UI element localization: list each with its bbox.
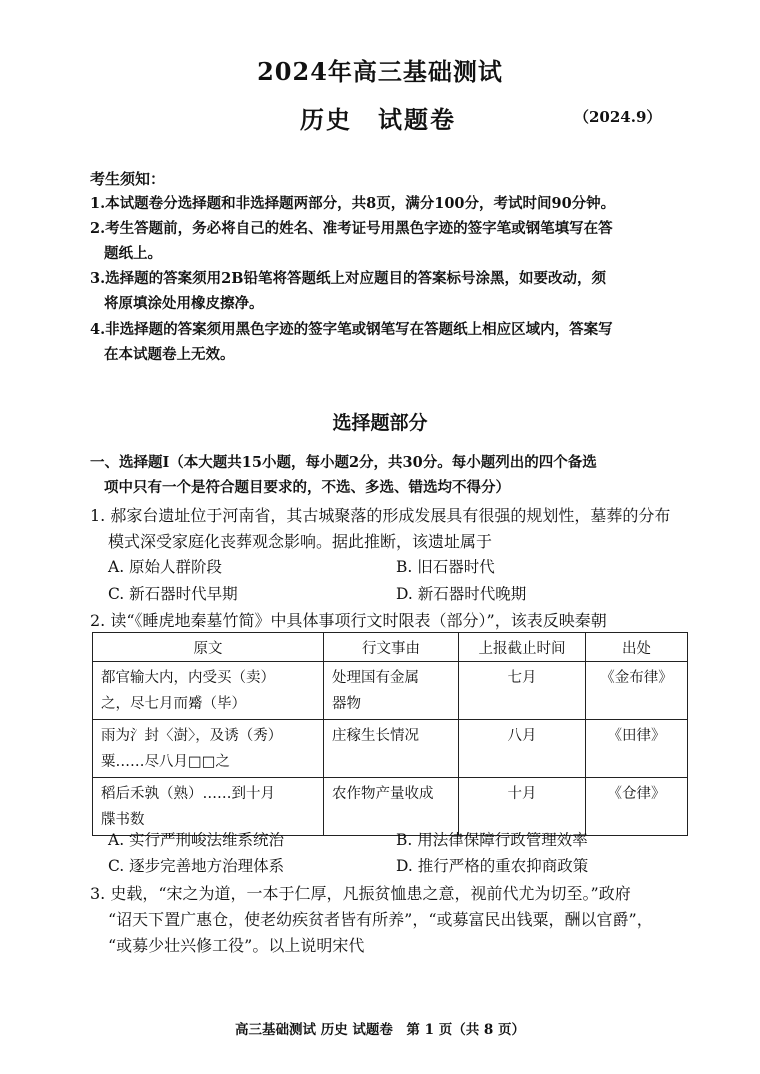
table-cell-text <box>93 778 324 836</box>
cell-line: 器物 <box>332 696 361 712</box>
cell-line: 雨为氵封〈澍〉，及诱（秀） <box>101 727 283 744</box>
table-cell-source: 《仓律》 <box>586 778 688 836</box>
cell-line: 庄稼生长情况 <box>332 728 419 744</box>
table-header: 上报截止时间 <box>459 633 586 662</box>
question-1-stem: 1. 郝家台遗址位于河南省，其古城聚落的形成发展具有很强的规划性，墓葬的分布 <box>90 506 671 525</box>
notice-line: 3.选择题的答案须用2B铅笔将答题纸上对应题目的答案标号涂黑，如要改动，须 <box>90 270 606 287</box>
notice-line: 4.非选择题的答案须用黑色字迹的签字笔或钢笔写在答题纸上相应区域内，答案写 <box>90 321 613 338</box>
q1-option-c: C. 新石器时代早期 <box>108 585 238 603</box>
table-header: 行文事由 <box>324 633 459 662</box>
exam-title: 2024年高三基础测试 <box>257 57 503 86</box>
table-cell-source: 《金布律》 <box>586 662 688 720</box>
cell-line: 稻后禾孰（熟）……到十月 <box>101 785 275 802</box>
cell-line: 之，尽七月而觱（毕） <box>101 695 246 712</box>
table-cell-reason <box>324 778 459 836</box>
q2-option-c: C. 逐步完善地方治理体系 <box>108 857 285 875</box>
exam-date: （2024.9） <box>574 108 662 126</box>
part-heading: 一、选择题Ⅰ（本大题共15小题，每小题2分，共30分。每小题列出的四个备选 <box>90 454 597 471</box>
table-cell-reason <box>324 720 459 778</box>
table-cell-text <box>93 720 324 778</box>
cell-line: 处理国有金属 <box>332 670 419 686</box>
question-1-stem-cont: 模式深受家庭化丧葬观念影响。据此推断，该遗址属于 <box>108 532 493 551</box>
section-title: 选择题部分 <box>332 412 428 434</box>
table-header: 原文 <box>93 633 324 662</box>
table-cell-source: 《田律》 <box>586 720 688 778</box>
table-cell-deadline: 十月 <box>459 778 586 836</box>
q1-option-b: B. 旧石器时代 <box>396 558 495 576</box>
page-footer: 高三基础测试 历史 试题卷 第 1 页（共 8 页） <box>235 1022 525 1038</box>
table-cell-reason <box>324 662 459 720</box>
question-3-stem-cont: “或募少壮兴修工役”。以上说明宋代 <box>108 936 365 955</box>
q1-option-a: A. 原始人群阶段 <box>108 558 223 576</box>
cell-line: 都官输大内，内受买（卖） <box>101 669 275 686</box>
table-cell-deadline: 七月 <box>459 662 586 720</box>
notice-line: 1.本试题卷分选择题和非选择题两部分，共8页，满分100分，考试时间90分钟。 <box>90 195 616 212</box>
notice-line: 2.考生答题前，务必将自己的姓名、准考证号用黑色字迹的签字笔或钢笔填写在答 <box>90 220 613 237</box>
cell-line: 农作物产量收成 <box>332 786 434 802</box>
cell-line: 粟……尽八月□□之 <box>101 753 230 770</box>
question-2-stem: 2. 读“《睡虎地秦墓竹简》中具体事项行文时限表（部分）”，该表反映秦朝 <box>90 611 607 630</box>
question-3-stem: 3. 史载，“宋之为道，一本于仁厚，凡振贫恤患之意，视前代尤为切至。”政府 <box>90 884 631 903</box>
notice-line: 题纸上。 <box>104 245 162 262</box>
table-row <box>93 662 688 720</box>
table-header-row <box>93 633 688 662</box>
q2-table <box>92 632 688 836</box>
q1-option-d: D. 新石器时代晚期 <box>396 585 527 603</box>
table-cell-deadline: 八月 <box>459 720 586 778</box>
table-row <box>93 720 688 778</box>
table-header: 出处 <box>586 633 688 662</box>
cell-line: 牒书数 <box>101 811 145 828</box>
table-cell-text <box>93 662 324 720</box>
part-heading-cont: 项中只有一个是符合题目要求的，不选、多选、错选均不得分） <box>104 479 510 496</box>
notice-line: 在本试题卷上无效。 <box>104 346 235 363</box>
q2-option-b: B. 用法律保障行政管理效率 <box>396 831 588 849</box>
q2-option-a: A. 实行严刑峻法维系统治 <box>108 831 285 849</box>
exam-subtitle: 历史 试题卷 <box>300 105 456 134</box>
table-row <box>93 778 688 836</box>
question-3-stem-cont: “诏天下置广惠仓，使老幼疾贫者皆有所养”，“或募富民出钱粟，酬以官爵”， <box>108 910 653 929</box>
notice-line: 将原填涂处用橡皮擦净。 <box>104 295 264 312</box>
notice-heading: 考生须知： <box>90 170 166 188</box>
q2-option-d: D. 推行严格的重农抑商政策 <box>396 857 589 875</box>
